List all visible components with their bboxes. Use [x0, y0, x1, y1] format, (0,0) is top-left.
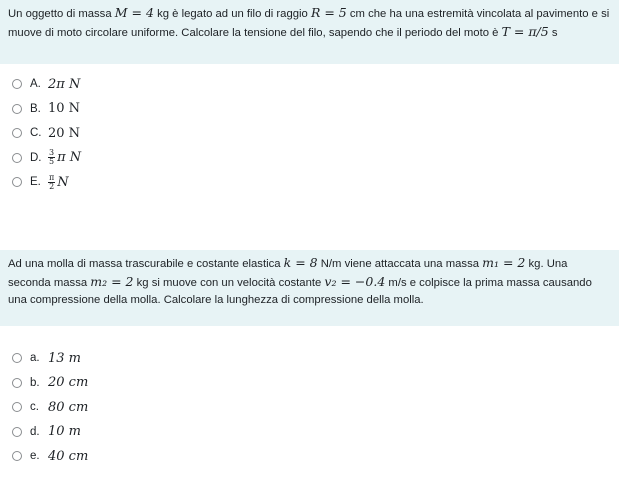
fraction: $\frac{3}{5}$: [49, 148, 55, 167]
answer-option[interactable]: C. 20 N: [0, 121, 619, 146]
radio-button[interactable]: [12, 177, 22, 187]
math-radius: R = 5: [310, 5, 347, 20]
radio-button[interactable]: [12, 353, 22, 363]
radio-button[interactable]: [12, 153, 22, 163]
question-1-text: Un oggetto di massa M = 4 kg è legato ad un filo di raggio R = 5 cm che ha una estremità vincolata al pavimento e si muove di moto circolare uniforme. Calcolare la tensione del filo, sapendo che il periodo del moto è T = π/5 s: [0, 0, 619, 64]
answer-option[interactable]: c. 80 cm: [0, 395, 619, 420]
math-spring-constant: k = 8: [283, 255, 318, 270]
answer-option[interactable]: a. 13 m: [0, 346, 619, 371]
radio-button[interactable]: [12, 451, 22, 461]
question-2-answers: [0, 326, 619, 469]
answer-option[interactable]: e. 40 cm: [0, 444, 619, 469]
math-velocity: v₂ = −0.4: [324, 274, 386, 289]
question-1: [0, 0, 619, 195]
answer-option[interactable]: D. $\frac{3}{5}$ π N: [0, 146, 619, 171]
radio-button[interactable]: [12, 128, 22, 138]
math-mass: M = 4: [114, 5, 154, 20]
answer-option[interactable]: b. 20 cm: [0, 371, 619, 396]
answer-option[interactable]: E. $\frac{\pi}{2}$ N: [0, 170, 619, 195]
radio-button[interactable]: [12, 427, 22, 437]
question-2-text: Ad una molla di massa trascurabile e costante elastica k = 8 N/m viene attaccata una massa m₁ = 2 kg. Una seconda massa m₂ = 2 kg si muove con un velocità costante v₂ = −0.4 m/s e colpisce la prima massa causando una compressione della molla. Calcolare la lunghezza di compressione della molla.: [0, 250, 619, 326]
question-1-answers: [0, 64, 619, 195]
fraction: $\frac{\pi}{2}$: [49, 172, 55, 191]
answer-option[interactable]: d. 10 m: [0, 420, 619, 445]
answer-option[interactable]: A. 2π N: [0, 72, 619, 97]
math-period: T = π/5: [501, 24, 549, 39]
math-mass-1: m₁ = 2: [482, 255, 526, 270]
radio-button[interactable]: [12, 378, 22, 388]
radio-button[interactable]: [12, 402, 22, 412]
math-mass-2: m₂ = 2: [90, 274, 134, 289]
radio-button[interactable]: [12, 79, 22, 89]
question-2: [0, 250, 619, 469]
radio-button[interactable]: [12, 104, 22, 114]
answer-option[interactable]: B. 10 N: [0, 97, 619, 122]
